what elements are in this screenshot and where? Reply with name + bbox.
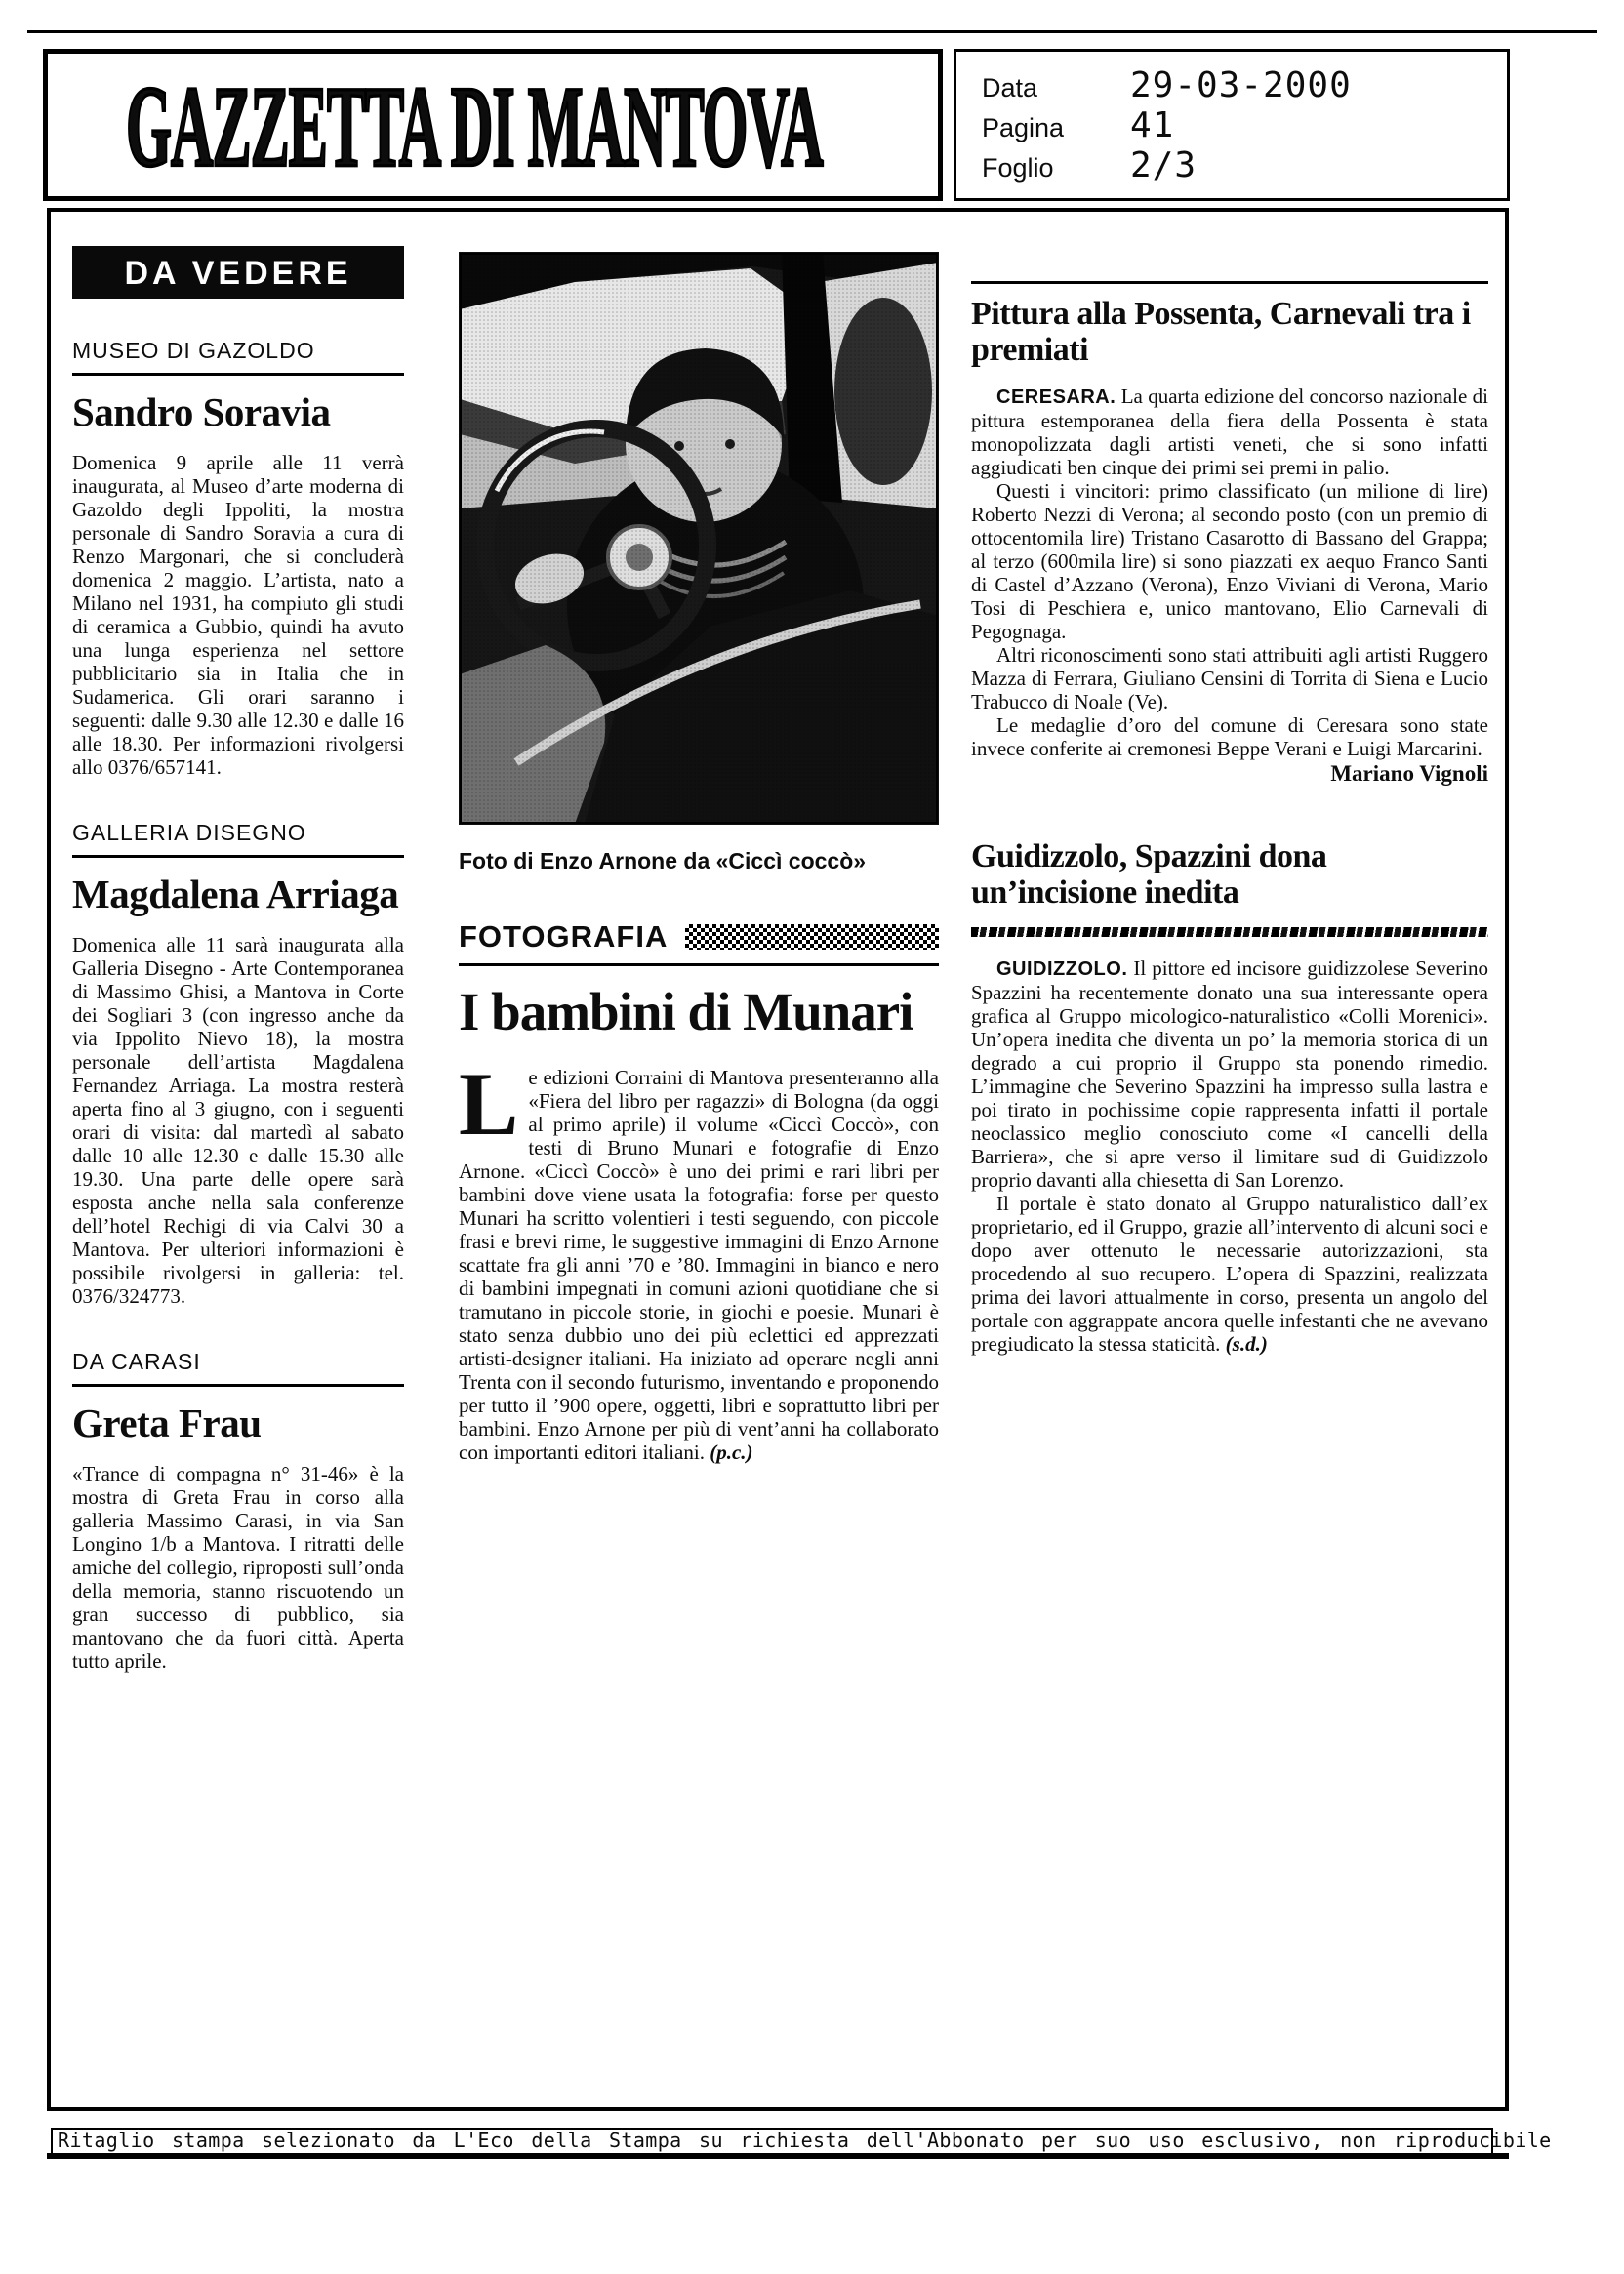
checker-pattern [685,924,939,950]
title-guidizzolo-spazzini: Guidizzolo, Spazzini dona un’incisione inedita [971,837,1327,912]
meta-value-foglio: 2/3 [1130,145,1198,185]
photo-caption: Foto di Enzo Arnone da «Ciccì coccò» [459,848,867,873]
clipping-meta-box [954,49,1510,201]
eco-della-stampa-strip: Ritaglio stampa selezionato da L'Eco della Stampa su richiesta dell'Abbonato per suo uso esclusivo, non riproducibile [51,2128,1493,2155]
meta-label-pagina: Pagina [982,113,1065,142]
meta-label-foglio: Foglio [982,153,1054,183]
paragraph: Altri riconoscimenti sono stati attribuiti agli artisti Ruggero Mazza di Ferrara, Giuliano Censini di Torrita di Siena e Lucio Trabucco di Noale (Ve). [971,642,1488,713]
fotografia-header-row [459,919,939,966]
title-sandro-soravia: Sandro Soravia [72,389,331,434]
dateline-ceresara: CERESARA. [996,386,1116,408]
kicker-da-carasi: DA CARASI [72,1349,404,1387]
section-da-carasi [72,1349,404,1673]
byline-mariano-vignoli: Mariano Vignoli [1330,760,1488,786]
paragraph: Domenica 9 aprile alle 11 verrà inaugurata, al Museo d’arte moderna di Gazoldo degli Ippoliti, la mostra personale di Sandro Soravia a cura di Renzo Margonari, che si concluderà domenica 2 maggio. L’artista, nato a Milano nel 1931, ha compiuto gli studi di ceramica a Gubbio, quindi ha avuto una lunga esperienza nel settore pubblicitario sia in Italia che in Sudamerica. Gli orari saranno i seguenti: dalle 9.30 alle 12.30 e dalle 16 alle 18.30. Per informazioni rivolgersi allo 0376/657141. [72,451,404,780]
kicker-galleria-disegno: GALLERIA DISEGNO [72,820,404,858]
bottom-rule [47,2153,1509,2159]
da-vedere-banner: DA VEDERE [72,246,404,299]
kicker-museo-di-gazoldo: MUSEO DI GAZOLDO [72,338,404,376]
body-guidizzolo [971,956,1488,1356]
paragraph [971,956,1488,1192]
middle-column [459,252,939,1464]
masthead-box [43,49,943,201]
body-sandro-soravia [72,451,404,779]
masthead-logo: GAZZETTA DI MANTOVA [126,62,823,191]
munari-text: e edizioni Corraini di Mantova presenteranno alla «Fiera del libro per ragazzi» di Bologna (da oggi al primo aprile) il volume «Ciccì Coccò», con testi di Bruno Munari e fotografie di Enzo Arnone. «Ciccì Coccò» è uno dei primi e rari libri per bambini dove viene usata la fotografia: forse per questo Munari ha scritto volentieri i testi seguendo, con piccole frasi e brevi rime, le suggestive immagini di Enzo Arnone scattate fra gli anni ’70 e ’80. Immagini in bianco e nero di bambini impegnati in comuni azioni quotidiane che si tramutano in piccole storie, in giochi e poesie. Munari è stato senza dubbio uno dei più eclettici ed apprezzati artisti-designer italiani. Ha iniziato ad operare negli anni Trenta con il secondo futurismo, inventando e proponendo per tutto il ’900 opere, oggetti, libri e soprattutto libri per bambini. Enzo Arnone per più di vent’anni ha collaborato con importanti editori italiani. [459,1065,939,1464]
title-greta-frau: Greta Frau [72,1401,262,1446]
article2-p2: Il portale è stato donato al Gruppo naturalistico dall’ex proprietario, ed il Gruppo, grazie all’intervento di alcuni soci e dopo aver ottenuto le necessarie autorizzazioni, sta procedendo al suo recupero. L’opera di Spazzini, realizzata prima dei lavori attualmente in corso, presenta un angolo del portale con aggrappate ancora quelle infestanti che ne avevano pregiudicato la stessa staticità. [971,1191,1488,1356]
left-column [72,246,404,1714]
article2-p1: Il pittore ed incisore guidizzolese Severino Spazzini ha recentemente donato una sua interessante opera grafica al Gruppo micologico-naturalistico «Colli Morenici». Un’opera inedita che diventa un po’ la memoria storica di un degrado a cui proprio il Gruppo sta ponendo rimedio. L’immagine che Severino Spazzini ha impresso sulla lastra e poi tirato in pochissime copie rappresenta infatti il portale neoclassico meglio conosciuto come «I cancelli della Barriera», che si apre verso il limitare sud di Guidizzolo proprio davanti alla chiesetta di San Lorenzo. [971,955,1488,1192]
title-pittura-possenta: Pittura alla Possenta, Carnevali tra i premiati [971,296,1471,369]
meta-value-pagina: 41 [1130,105,1175,145]
right-column [971,281,1488,1356]
body-munari [459,1053,939,1464]
meta-value-data: 29-03-2000 [1130,65,1352,105]
body-magdalena-arriaga [72,933,404,1308]
photo-child-in-car [459,252,939,825]
article1-p1: La quarta edizione del concorso nazionale di pittura estemporanea della fiera della Possenta è stata monopolizzata dagli artisti veneti, che si sono infatti aggiudicati ben cinque dei primi sei premi in palio. [971,384,1489,479]
author-initials: (s.d.) [1225,1331,1268,1356]
section-galleria-disegno [72,820,404,1308]
body-pittura-possenta [971,385,1488,786]
paragraph: Domenica alle 11 sarà inaugurata alla Galleria Disegno - Arte Contemporanea di Massimo Ghisi, a Mantova in Corte dei Sogliari 3 (con ingresso anche da via Ippolito Nievo 18), la mostra personale dell’artista Magdalena Fernandez Arriaga. La mostra resterà aperta fino al 3 giugno, con i seguenti orari di visita: dal martedì al sabato dalle 10 alle 12.30 e dalle 15.30 alle 19.30. Una parte delle opere sarà esposta anche nella sala conferenze dell’hotel Rechigi di via Calvi 30 a Mantova. Per ulteriori informazioni è possibile rivolgersi in galleria: tel. 0376/324773. [72,933,404,1309]
article1-overline [971,281,1488,369]
dateline-guidizzolo: GUIDIZZOLO. [996,957,1128,980]
paragraph [971,385,1488,479]
paragraph: «Trance di compagna n° 31-46» è la mostra di Greta Frau in corso alla galleria Massimo Carasi, in via San Longino 1/b a Mantova. I ritratti delle amiche del collegio, riproposti sull’onda della memoria, stanno riscuotendo un gran successo di pubblico, sia mantovano che da fuori città. Aperta tutto aprile. [72,1462,404,1674]
meta-label-data: Data [982,73,1038,102]
meta-row-foglio [982,145,1497,185]
article-guidizzolo [971,838,1488,1356]
body-greta-frau [72,1462,404,1673]
paragraph [971,1192,1488,1356]
title-magdalena-arriaga: Magdalena Arriaga [72,872,399,917]
paragraph: Le medaglie d’oro del comune di Ceresara sono state invece conferite ai cremonesi Beppe Verani e Luigi Marcarini. [971,712,1488,760]
halftone-overlay [460,253,938,824]
hatch-band [971,927,1488,937]
drop-cap: L [459,1053,519,1154]
section-museo-gazoldo [72,338,404,779]
top-rule [27,30,1597,33]
meta-row-pagina [982,105,1497,145]
meta-row-data [982,65,1497,105]
paragraph [459,1053,939,1464]
fotografia-label: FOTOGRAFIA [459,919,669,954]
paragraph: Questi i vincitori: primo classificato (un milione di lire) Roberto Nezzi di Verona; al secondo posto (con un premio di ottocentomila lire) Tristano Casarotto di Bassano del Grappa; al terzo (600mila lire) si sono piazzati ex aequo Franco Santi di Castel d’Azzano (Verona), Enzo Viviani di Verona, Mario Tosi di Peschiera e, unico mantovano, Elio Carnevali di Pegognaga. [971,478,1488,643]
title-i-bambini-di-munari: I bambini di Munari [459,982,914,1041]
author-initials: (p.c.) [710,1440,753,1464]
